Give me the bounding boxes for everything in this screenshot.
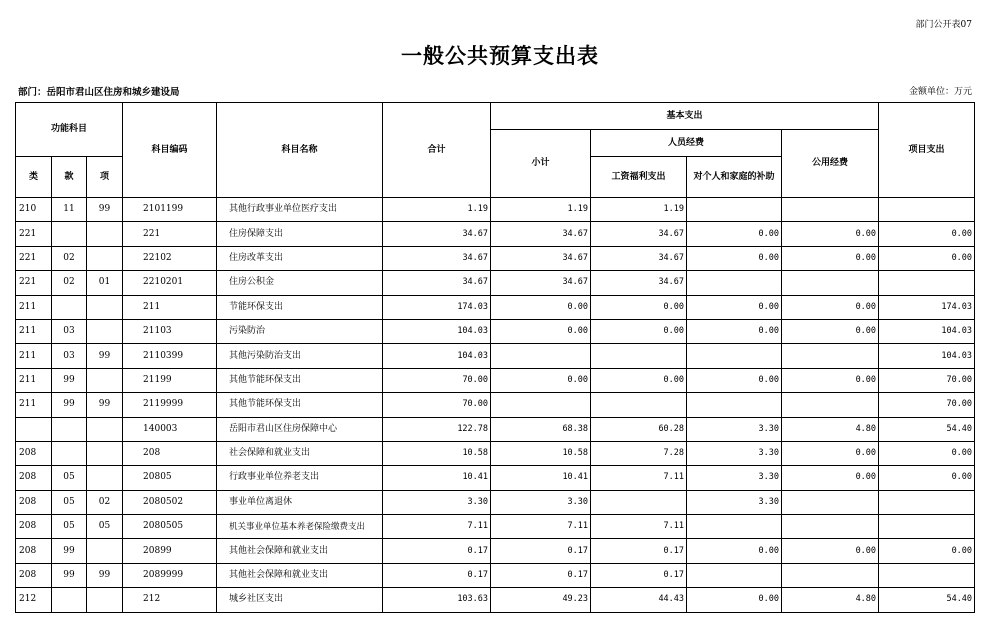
cell-name: 机关事业单位基本养老保险缴费支出 <box>217 515 383 539</box>
cell-lei: 208 <box>16 515 52 539</box>
cell-subtotal: 0.17 <box>491 563 591 587</box>
cell-total: 10.41 <box>383 466 491 490</box>
cell-public <box>782 198 879 222</box>
cell-subtotal: 34.67 <box>491 246 591 270</box>
cell-wage: 0.17 <box>591 563 687 587</box>
cell-lei: 208 <box>16 466 52 490</box>
cell-total: 10.58 <box>383 441 491 465</box>
cell-wage: 44.43 <box>591 588 687 612</box>
cell-subtotal <box>491 344 591 368</box>
cell-xiang <box>87 539 123 563</box>
cell-wage: 0.17 <box>591 539 687 563</box>
table-row <box>16 295 975 319</box>
cell-kuan <box>52 295 87 319</box>
cell-public: 0.00 <box>782 246 879 270</box>
table-row <box>16 393 975 417</box>
cell-xiang <box>87 319 123 343</box>
table-row <box>16 368 975 392</box>
cell-public: 4.80 <box>782 588 879 612</box>
cell-kuan: 03 <box>52 319 87 343</box>
cell-total: 34.67 <box>383 246 491 270</box>
table-row <box>16 515 975 539</box>
cell-code: 212 <box>123 588 217 612</box>
cell-public: 0.00 <box>782 319 879 343</box>
cell-total: 70.00 <box>383 393 491 417</box>
cell-subsidy: 0.00 <box>687 539 782 563</box>
cell-project: 104.03 <box>879 319 975 343</box>
cell-wage: 60.28 <box>591 417 687 441</box>
cell-subtotal: 0.17 <box>491 539 591 563</box>
cell-kuan: 02 <box>52 246 87 270</box>
cell-code: 211 <box>123 295 217 319</box>
cell-subsidy: 0.00 <box>687 368 782 392</box>
cell-project: 54.40 <box>879 588 975 612</box>
cell-subtotal: 34.67 <box>491 222 591 246</box>
cell-lei: 211 <box>16 344 52 368</box>
cell-code: 2110399 <box>123 344 217 368</box>
cell-wage <box>591 490 687 514</box>
cell-lei: 221 <box>16 271 52 295</box>
cell-name: 社会保障和就业支出 <box>217 441 383 465</box>
cell-name: 节能环保支出 <box>217 295 383 319</box>
cell-public: 0.00 <box>782 441 879 465</box>
cell-project: 70.00 <box>879 393 975 417</box>
cell-subsidy <box>687 271 782 295</box>
page-title: 一般公共预算支出表 <box>401 43 599 68</box>
cell-total: 104.03 <box>383 319 491 343</box>
cell-code: 22102 <box>123 246 217 270</box>
cell-kuan: 99 <box>52 368 87 392</box>
cell-public <box>782 490 879 514</box>
cell-public: 0.00 <box>782 539 879 563</box>
cell-wage: 0.00 <box>591 295 687 319</box>
cell-wage: 7.11 <box>591 515 687 539</box>
cell-wage: 7.11 <box>591 466 687 490</box>
cell-project: 70.00 <box>879 368 975 392</box>
cell-xiang: 05 <box>87 515 123 539</box>
cell-xiang: 99 <box>87 563 123 587</box>
table-row <box>16 246 975 270</box>
table-row <box>16 490 975 514</box>
cell-public <box>782 271 879 295</box>
cell-subtotal: 7.11 <box>491 515 591 539</box>
cell-lei: 221 <box>16 246 52 270</box>
cell-xiang <box>87 368 123 392</box>
amount-unit-label: 金额单位：万元 <box>908 87 972 97</box>
cell-total: 0.17 <box>383 563 491 587</box>
table-row <box>16 588 975 612</box>
cell-kuan <box>52 222 87 246</box>
cell-wage: 0.00 <box>591 368 687 392</box>
table-row <box>16 417 975 441</box>
cell-name: 岳阳市君山区住房保障中心 <box>217 417 383 441</box>
cell-public: 0.00 <box>782 295 879 319</box>
cell-xiang: 01 <box>87 271 123 295</box>
cell-code: 208 <box>123 441 217 465</box>
header-kuan: 款 <box>52 157 87 198</box>
cell-subsidy <box>687 515 782 539</box>
cell-subsidy: 0.00 <box>687 246 782 270</box>
cell-project <box>879 515 975 539</box>
table-row <box>16 198 975 222</box>
header-wage: 工资福利支出 <box>591 157 687 198</box>
cell-kuan: 02 <box>52 271 87 295</box>
cell-xiang <box>87 417 123 441</box>
cell-name: 住房改革支出 <box>217 246 383 270</box>
cell-lei <box>16 417 52 441</box>
cell-xiang: 99 <box>87 198 123 222</box>
cell-code: 2080502 <box>123 490 217 514</box>
cell-total: 174.03 <box>383 295 491 319</box>
cell-lei: 221 <box>16 222 52 246</box>
cell-code: 221 <box>123 222 217 246</box>
cell-wage: 34.67 <box>591 222 687 246</box>
table-number-tag: 部门公开表07 <box>915 20 972 30</box>
header-project-expenditure: 项目支出 <box>879 103 975 198</box>
header-func-subject: 功能科目 <box>16 103 123 157</box>
table-row <box>16 271 975 295</box>
cell-public: 0.00 <box>782 222 879 246</box>
cell-kuan <box>52 588 87 612</box>
table-row <box>16 466 975 490</box>
cell-name: 事业单位离退休 <box>217 490 383 514</box>
cell-subsidy: 0.00 <box>687 319 782 343</box>
cell-kuan: 99 <box>52 539 87 563</box>
header-public-funds: 公用经费 <box>782 130 879 198</box>
cell-xiang: 02 <box>87 490 123 514</box>
cell-code: 20805 <box>123 466 217 490</box>
cell-lei: 208 <box>16 490 52 514</box>
cell-project <box>879 563 975 587</box>
cell-subsidy: 3.30 <box>687 490 782 514</box>
cell-xiang <box>87 588 123 612</box>
cell-subtotal: 0.00 <box>491 368 591 392</box>
cell-project: 174.03 <box>879 295 975 319</box>
cell-code: 140003 <box>123 417 217 441</box>
cell-kuan: 05 <box>52 466 87 490</box>
cell-subsidy <box>687 344 782 368</box>
header-name: 科目名称 <box>217 103 383 198</box>
cell-subtotal: 68.38 <box>491 417 591 441</box>
cell-lei: 211 <box>16 368 52 392</box>
cell-wage: 34.67 <box>591 246 687 270</box>
header-total: 合计 <box>383 103 491 198</box>
header-personnel: 人员经费 <box>591 130 782 157</box>
header-code: 科目编码 <box>123 103 217 198</box>
header-subsidy: 对个人和家庭的补助 <box>687 157 782 198</box>
cell-subsidy: 0.00 <box>687 588 782 612</box>
cell-project: 0.00 <box>879 539 975 563</box>
cell-total: 7.11 <box>383 515 491 539</box>
cell-subtotal: 49.23 <box>491 588 591 612</box>
cell-subtotal: 10.58 <box>491 441 591 465</box>
cell-subsidy: 0.00 <box>687 295 782 319</box>
cell-lei: 208 <box>16 539 52 563</box>
cell-total: 104.03 <box>383 344 491 368</box>
cell-subsidy: 3.30 <box>687 441 782 465</box>
cell-subtotal: 0.00 <box>491 319 591 343</box>
cell-lei: 212 <box>16 588 52 612</box>
cell-project: 0.00 <box>879 441 975 465</box>
cell-total: 34.67 <box>383 271 491 295</box>
cell-xiang: 99 <box>87 344 123 368</box>
cell-code: 2101199 <box>123 198 217 222</box>
cell-xiang <box>87 222 123 246</box>
cell-lei: 211 <box>16 393 52 417</box>
cell-total: 0.17 <box>383 539 491 563</box>
cell-name: 其他污染防治支出 <box>217 344 383 368</box>
cell-project <box>879 490 975 514</box>
cell-kuan: 03 <box>52 344 87 368</box>
table-row <box>16 539 975 563</box>
cell-subsidy: 3.30 <box>687 417 782 441</box>
header-xiang: 项 <box>87 157 123 198</box>
cell-total: 70.00 <box>383 368 491 392</box>
cell-public: 0.00 <box>782 368 879 392</box>
cell-public <box>782 393 879 417</box>
cell-name: 城乡社区支出 <box>217 588 383 612</box>
cell-code: 21199 <box>123 368 217 392</box>
cell-total: 122.78 <box>383 417 491 441</box>
cell-subsidy <box>687 563 782 587</box>
cell-project <box>879 198 975 222</box>
cell-public <box>782 515 879 539</box>
cell-kuan: 99 <box>52 393 87 417</box>
cell-code: 2210201 <box>123 271 217 295</box>
table-row <box>16 319 975 343</box>
cell-lei: 208 <box>16 441 52 465</box>
cell-public <box>782 563 879 587</box>
cell-subsidy <box>687 393 782 417</box>
cell-kuan <box>52 417 87 441</box>
cell-subsidy: 3.30 <box>687 466 782 490</box>
cell-xiang <box>87 246 123 270</box>
cell-project: 0.00 <box>879 222 975 246</box>
cell-name: 住房公积金 <box>217 271 383 295</box>
cell-code: 2119999 <box>123 393 217 417</box>
cell-subtotal <box>491 393 591 417</box>
cell-public <box>782 344 879 368</box>
cell-project: 0.00 <box>879 466 975 490</box>
cell-xiang <box>87 295 123 319</box>
cell-wage <box>591 393 687 417</box>
cell-subtotal: 3.30 <box>491 490 591 514</box>
table-row <box>16 222 975 246</box>
cell-kuan: 05 <box>52 515 87 539</box>
cell-subtotal: 1.19 <box>491 198 591 222</box>
cell-xiang <box>87 466 123 490</box>
budget-expenditure-table <box>15 102 975 613</box>
cell-project <box>879 271 975 295</box>
cell-code: 2089999 <box>123 563 217 587</box>
cell-kuan: 05 <box>52 490 87 514</box>
cell-lei: 211 <box>16 295 52 319</box>
cell-public: 4.80 <box>782 417 879 441</box>
cell-subtotal: 10.41 <box>491 466 591 490</box>
cell-xiang: 99 <box>87 393 123 417</box>
cell-name: 行政事业单位养老支出 <box>217 466 383 490</box>
cell-name: 其他行政事业单位医疗支出 <box>217 198 383 222</box>
cell-wage: 7.28 <box>591 441 687 465</box>
cell-lei: 208 <box>16 563 52 587</box>
header-basic-expenditure: 基本支出 <box>491 103 879 130</box>
department-label: 部门：岳阳市君山区住房和城乡建设局 <box>18 87 180 98</box>
cell-public: 0.00 <box>782 466 879 490</box>
table-row <box>16 441 975 465</box>
cell-code: 21103 <box>123 319 217 343</box>
header-subtotal: 小计 <box>491 130 591 198</box>
cell-subtotal: 34.67 <box>491 271 591 295</box>
cell-total: 34.67 <box>383 222 491 246</box>
cell-name: 其他社会保障和就业支出 <box>217 539 383 563</box>
cell-name: 污染防治 <box>217 319 383 343</box>
cell-wage: 34.67 <box>591 271 687 295</box>
cell-total: 3.30 <box>383 490 491 514</box>
cell-project: 54.40 <box>879 417 975 441</box>
cell-wage <box>591 344 687 368</box>
cell-name: 其他节能环保支出 <box>217 393 383 417</box>
cell-project: 104.03 <box>879 344 975 368</box>
cell-name: 其他节能环保支出 <box>217 368 383 392</box>
cell-project: 0.00 <box>879 246 975 270</box>
cell-name: 住房保障支出 <box>217 222 383 246</box>
cell-wage: 1.19 <box>591 198 687 222</box>
cell-total: 103.63 <box>383 588 491 612</box>
cell-kuan: 11 <box>52 198 87 222</box>
cell-total: 1.19 <box>383 198 491 222</box>
cell-name: 其他社会保障和就业支出 <box>217 563 383 587</box>
cell-subsidy: 0.00 <box>687 222 782 246</box>
cell-kuan <box>52 441 87 465</box>
cell-wage: 0.00 <box>591 319 687 343</box>
cell-subtotal: 0.00 <box>491 295 591 319</box>
cell-xiang <box>87 441 123 465</box>
cell-code: 20899 <box>123 539 217 563</box>
cell-lei: 210 <box>16 198 52 222</box>
cell-lei: 211 <box>16 319 52 343</box>
header-lei: 类 <box>16 157 52 198</box>
cell-subsidy <box>687 198 782 222</box>
cell-kuan: 99 <box>52 563 87 587</box>
table-row <box>16 563 975 587</box>
table-row <box>16 344 975 368</box>
cell-code: 2080505 <box>123 515 217 539</box>
